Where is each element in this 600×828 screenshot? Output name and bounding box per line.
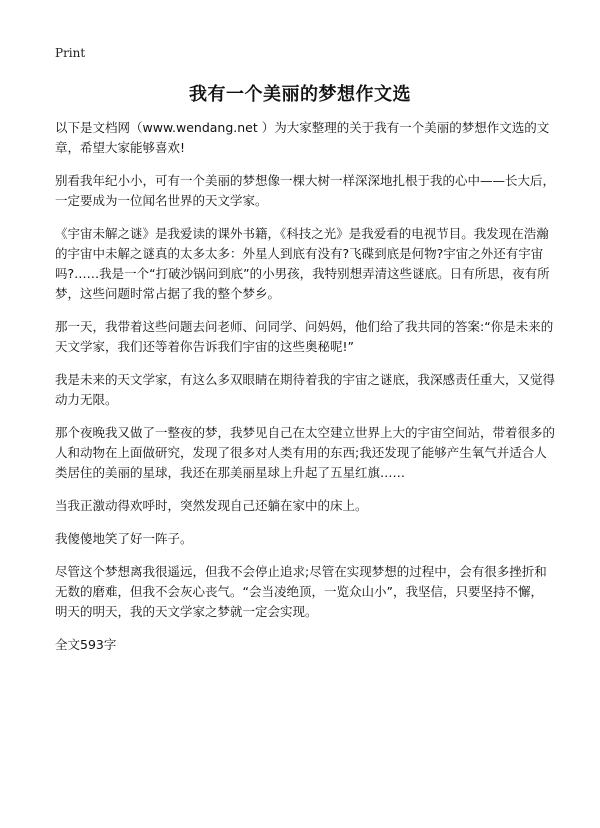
paragraph: 我傻傻地笑了好一阵子。 [55, 531, 193, 546]
print-link[interactable]: Print [55, 46, 86, 60]
paragraph: 别看我年纪小小，可有一个美丽的梦想像一棵大树一样深深地扎根于我的心中——长大后，一定要成为一位闻名世界的天文学家。 [55, 173, 556, 208]
paragraph: 当我正激动得欢呼时，突然发现自己还躺在家中的床上。 [55, 498, 368, 513]
article-body [55, 118, 555, 668]
page-title: 我有一个美丽的梦想作文选 [189, 84, 411, 105]
paragraph: 尽管这个梦想离我很遥远，但我不会停止追求;尽管在实现梦想的过程中，会有很多挫折和无数的磨难，但我不会灰心丧气。“会当凌绝顶，一览众山小”，我坚信，只要坚持不懈，明天的明天，我的天文学家之梦就一定会实现。 [55, 564, 547, 619]
paragraph: 我是未来的天文学家，有这么多双眼睛在期待着我的宇宙之谜底，我深感责任重大，又觉得动力无限。 [55, 372, 556, 407]
word-count: 全文593字 [55, 637, 117, 652]
paragraph: 《宇宙未解之谜》是我爱读的课外书籍，《科技之光》是我爱看的电视节目。我发现在浩瀚的宇宙中未解之谜真的太多太多：外星人到底有没有?飞碟到底是何物?宇宙之外还有宇宙吗?……我是一个“打破沙锅问到底”的小男孩，我特别想弄清这些谜底。日有所思，夜有所梦，这些问题时常占据了我的整个梦乡。 [55, 226, 550, 301]
paragraph-intro: 以下是文档网（www.wendang.net ）为大家整理的关于我有一个美丽的梦想作文选的文章，希望大家能够喜欢! [55, 120, 550, 155]
paragraph: 那个夜晚我又做了一整夜的梦，我梦见自己在太空建立世界上大的宇宙空间站，带着很多的人和动物在上面做研究，发现了很多对人类有用的东西;我还发现了能够产生氧气并适合人类居住的美丽的星球，我还在那美丽星球上升起了五星红旗…… [55, 425, 556, 480]
paragraph: 那一天，我带着这些问题去问老师、问同学、问妈妈，他们给了我共同的答案:“你是未来的天文学家，我们还等着你告诉我们宇宙的这些奥秘呢!” [55, 319, 554, 354]
